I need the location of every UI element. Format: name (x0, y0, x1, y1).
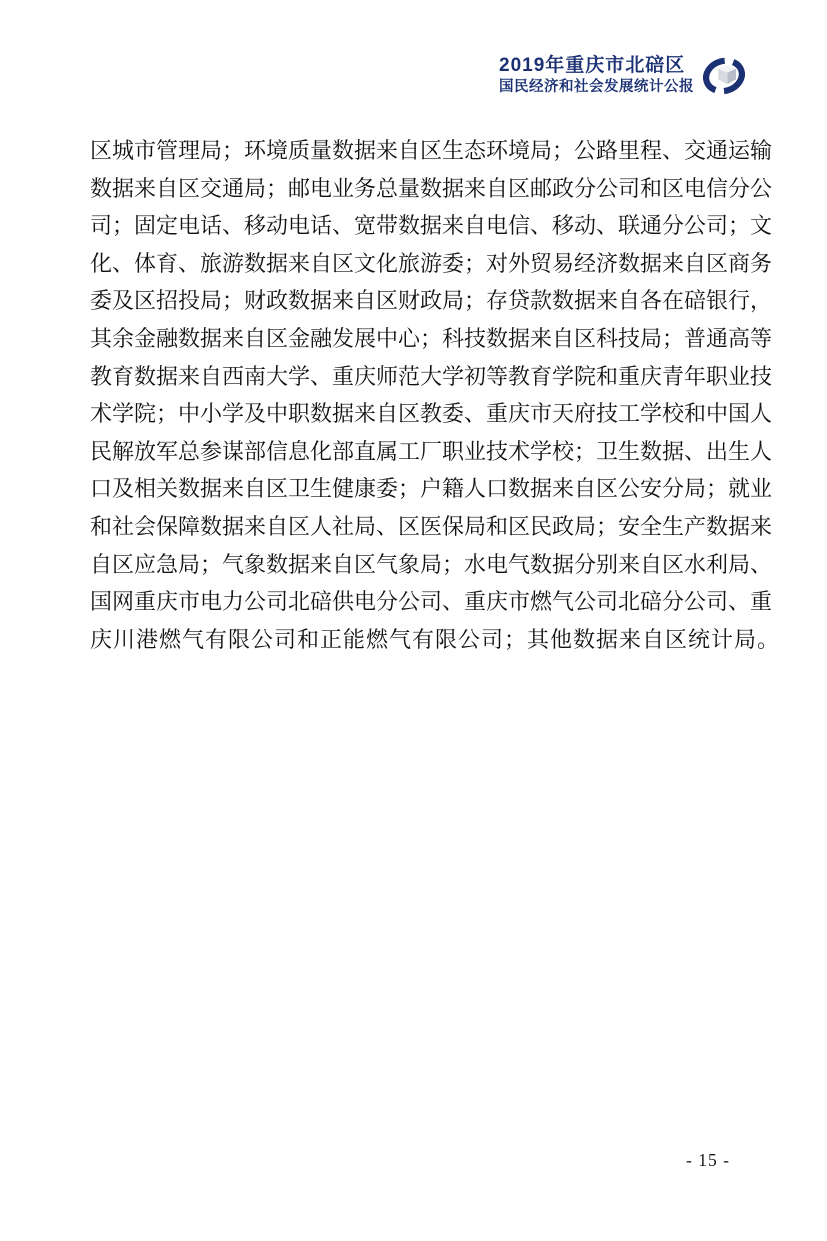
header-titles (499, 54, 694, 97)
statistics-swirl-cube-logo-icon (701, 50, 747, 100)
text-line: 术学院；中小学及中职数据来自区教委、重庆市天府技工学校和中国人 (90, 401, 773, 427)
page-header (499, 50, 747, 100)
text-line: 庆川港燃气有限公司和正能燃气有限公司；其他数据来自区统计局。 (90, 626, 781, 652)
body-paragraph (90, 132, 781, 658)
text-line: 民解放军总参谋部信息化部直属工厂职业技术学校；卫生数据、出生人 (90, 438, 773, 464)
text-line: 和社会保障数据来自区人社局、区医保局和区民政局；安全生产数据来 (90, 513, 773, 539)
text-line: 委及区招投局；财政数据来自区财政局；存贷款数据来自各在碚银行， (90, 288, 773, 314)
text-line: 区城市管理局；环境质量数据来自区生态环境局；公路里程、交通运输 (90, 138, 773, 163)
text-line: 数据来自区交通局；邮电业务总量数据来自区邮政分公司和区电信分公 (90, 175, 773, 201)
text-line: 教育数据来自西南大学、重庆师范大学初等教育学院和重庆青年职业技 (90, 363, 773, 389)
text-line: 自区应急局；气象数据来自区气象局；水电气数据分别来自区水利局、 (90, 551, 773, 577)
page-number: - 15 - (686, 1150, 730, 1170)
header-title-year-region: 2019年重庆市北碚区 (499, 54, 686, 76)
text-line: 司；固定电话、移动电话、宽带数据来自电信、移动、联通分公司；文 (90, 213, 773, 239)
header-title-bulletin: 国民经济和社会发展统计公报 (499, 78, 694, 95)
text-line: 其余金融数据来自区金融发展中心；科技数据来自区科技局；普通高等 (90, 325, 773, 351)
text-line: 口及相关数据来自区卫生健康委；户籍人口数据来自区公安分局；就业 (90, 476, 773, 502)
text-line: 国网重庆市电力公司北碚供电分公司、重庆市燃气公司北碚分公司、重 (90, 589, 773, 615)
text-line: 化、体育、旅游数据来自区文化旅游委；对外贸易经济数据来自区商务 (90, 250, 773, 276)
